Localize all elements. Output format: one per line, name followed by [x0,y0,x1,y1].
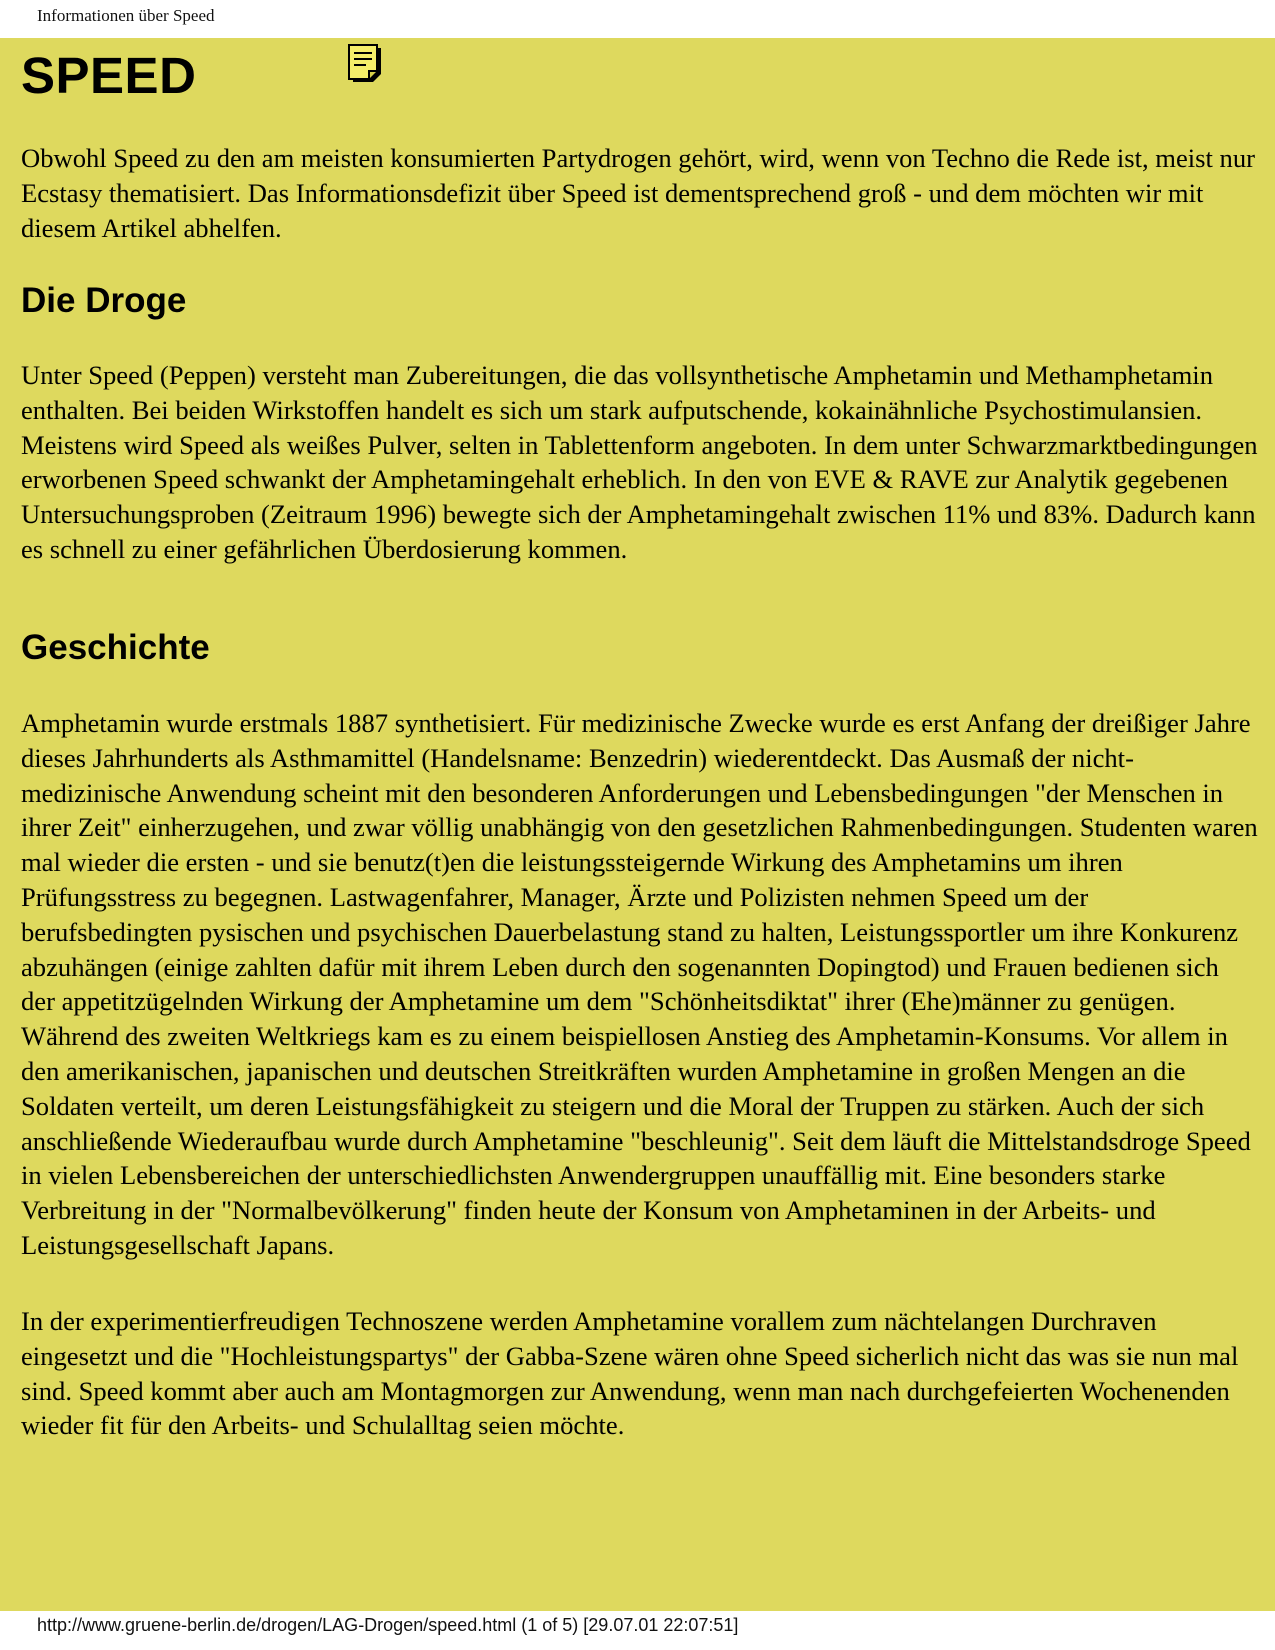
page-content-area [0,38,1275,1611]
section-heading-die-droge: Die Droge [21,281,187,320]
print-footer-url: http://www.gruene-berlin.de/drogen/LAG-Drogen/speed.html (1 of 5) [29.07.01 22:07:51] [37,1615,739,1635]
print-header: Informationen über Speed [37,6,215,25]
section-heading-geschichte: Geschichte [21,628,210,667]
note-icon[interactable] [342,42,386,86]
paragraph-geschichte-2: In der experimentierfreudigen Technoszene werden Amphetamine vorallem zum nächtelangen Durchraven eingesetzt und die "Hochleistungspartys" der Gabba-Szene wären ohne Speed sicherlich nicht das was sie nun mal sind. Speed kommt aber auch am Montagmorgen zur Anwendung, wenn man nach durchgefeierten Wochenenden wieder fit für den Arbeits- und Schulalltag seien möchte. [21,1306,1239,1441]
page-title: SPEED [21,47,197,104]
paragraph-geschichte-1: Amphetamin wurde erstmals 1887 synthetisiert. Für medizinische Zwecke wurde es erst Anfang der dreißiger Jahre dieses Jahrhunderts als Asthmamittel (Handelsname: Benzedrin) wiederentdeckt. Das Ausmaß der nicht-medizinische Anwendung scheint mit den besonderen Anforderungen und Lebensbedingungen "der Menschen in ihrer Zeit" einherzugehen, und zwar völlig unabhängig von den gesetzlichen Rahmenbedingungen. Studenten waren mal wieder die ersten - und sie benutz(t)en die leistungssteigernde Wirkung des Amphetamins um ihren Prüfungsstress zu begegnen. Lastwagenfahrer, Manager, Ärzte und Polizisten nehmen Speed um der berufsbedingten pysischen und psychischen Dauerbelastung stand zu halten, Leistungssportler um ihre Konkurenz abzuhängen (einige zahlten dafür mit ihrem Leben durch den sogenannten Dopingtod) und Frauen bedienen sich der appetitzügelnden Wirkung der Amphetamine um dem "Schönheitsdiktat" ihrer (Ehe)männer zu genügen. Während des zweiten Weltkriegs kam es zu einem beispiellosen Anstieg des Amphetamin-Konsums. Vor allem in den amerikanischen, japanischen und deutschen Streitkräften wurden Amphetamine in großen Mengen an die Soldaten verteilt, um deren Leistungsfähigkeit zu steigern und die Moral der Truppen zu stärken. Auch der sich anschließende Wiederaufbau wurde durch Amphetamine "beschleunig". Seit dem läuft die Mittelstandsdroge Speed in vielen Lebensbereichen der unterschiedlichsten Anwendergruppen unauffällig mit. Eine besonders starke Verbreitung in der "Normalbevölkerung" finden heute der Konsum von Amphetaminen in der Arbeits- und Leistungsgesellschaft Japans. [21,708,1258,1260]
intro-paragraph: Obwohl Speed zu den am meisten konsumierten Partydrogen gehört, wird, wenn von Techno die Rede ist, meist nur Ecstasy thematisiert. Das Informationsdefizit über Speed ist dementsprechend groß - und dem möchten wir mit diesem Artikel abhelfen. [21,143,1255,243]
paragraph-die-droge: Unter Speed (Peppen) versteht man Zubereitungen, die das vollsynthetische Amphetamin und Methamphetamin enthalten. Bei beiden Wirkstoffen handelt es sich um stark aufputschende, kokainähnliche Psychostimulansien. Meistens wird Speed als weißes Pulver, selten in Tablettenform angeboten. In dem unter Schwarzmarktbedingungen erworbenen Speed schwankt der Amphetamingehalt erheblich. In den von EVE & RAVE zur Analytik gegebenen Untersuchungsproben (Zeitraum 1996) bewegte sich der Amphetamingehalt zwischen 11% und 83%. Dadurch kann es schnell zu einer gefährlichen Überdosierung kommen. [21,360,1258,564]
